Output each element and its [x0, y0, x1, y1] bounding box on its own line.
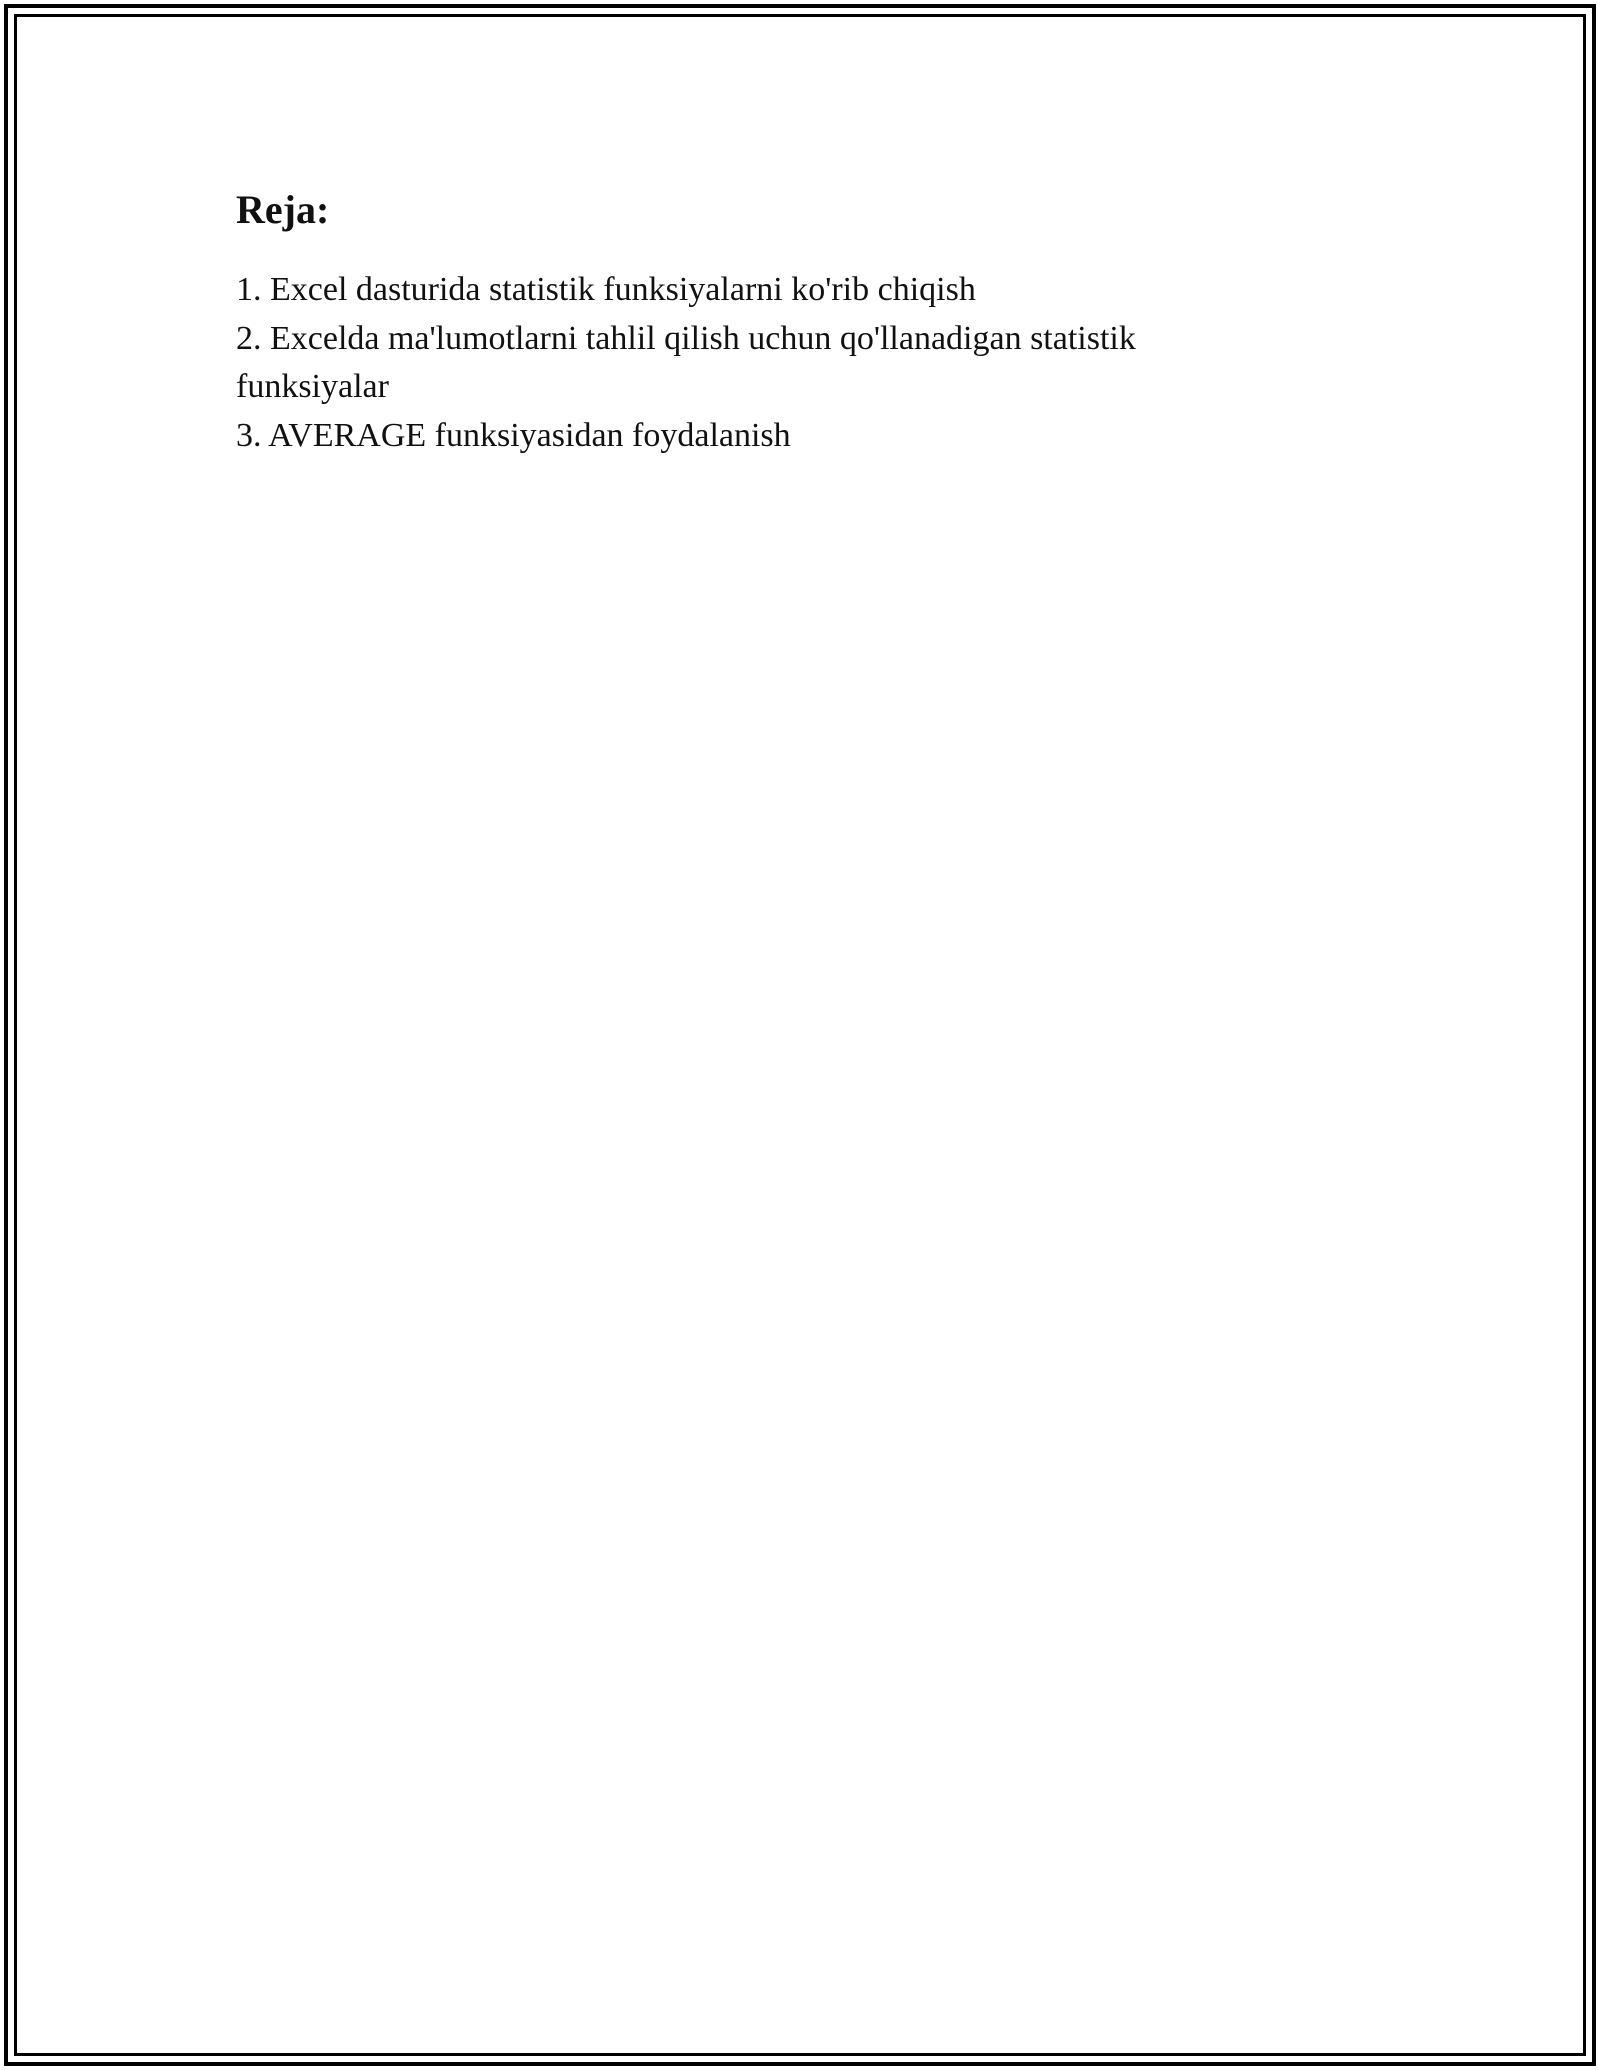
page-title: Reja: — [236, 187, 330, 232]
document-body — [236, 184, 1236, 460]
plan-list — [236, 266, 1236, 460]
plan-item-2: 2. Excelda ma'lumotlarni tahlil qilish uchun qo'llanadigan statistik funksiyalar — [236, 319, 1136, 405]
plan-item-1: 1. Excel dasturida statistik funksiyalarni ko'rib chiqish — [236, 271, 976, 308]
plan-item-3: 3. AVERAGE funksiyasidan foydalanish — [236, 416, 791, 454]
